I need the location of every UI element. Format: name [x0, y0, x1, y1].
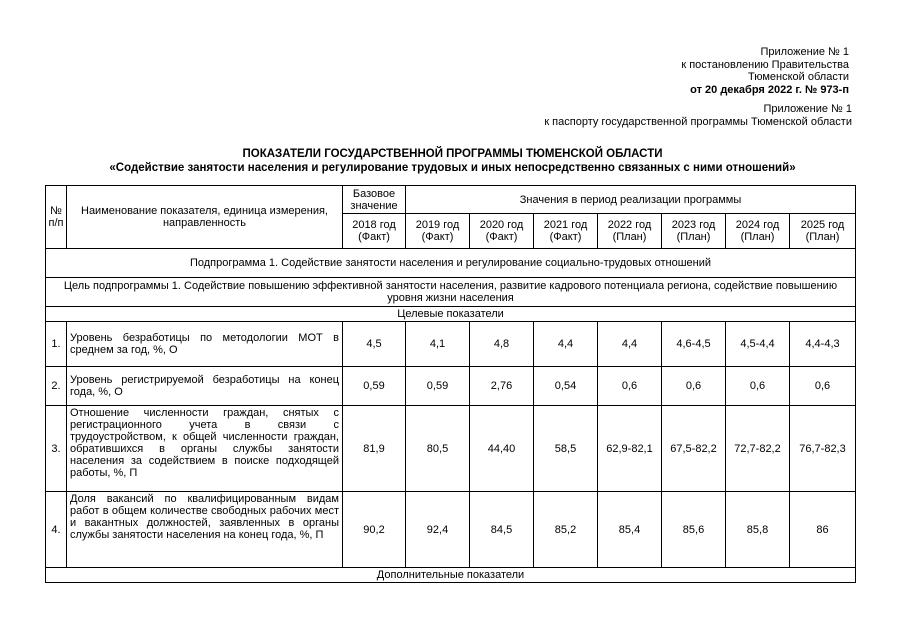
row-value: 85,2	[534, 492, 598, 568]
year-header: 2018 год (Факт)	[343, 214, 406, 249]
table-row	[46, 322, 856, 367]
row-value: 4,8	[470, 322, 534, 367]
subprogram-row: Подпрограмма 1. Содействие занятости населения и регулирование социально-трудовых отношений	[46, 249, 856, 278]
document-title	[0, 147, 905, 175]
row-value: 90,2	[343, 492, 406, 568]
row-name: Доля вакансий по квалифицированным видам работ в общем количестве свободных рабочих мест и вакантных должностей, заявленных в органы службы занятости населения на конец года, %, П	[67, 492, 343, 568]
row-value: 0,59	[406, 367, 470, 406]
row-value: 85,8	[726, 492, 790, 568]
row-num: 4.	[46, 492, 67, 568]
table-row	[46, 367, 856, 406]
row-name: Отношение численности граждан, снятых с регистрационного учета в связи с трудоустройством, к общей численности граждан, обратившихся в органы службы занятости населения за содействием в поиске подходящей работы, %, П	[67, 406, 343, 492]
row-value: 76,7-82,3	[790, 406, 856, 492]
appendix-line: Тюменской области	[747, 71, 849, 83]
row-value: 4,5	[343, 322, 406, 367]
year-header: 2022 год (План)	[598, 214, 662, 249]
row-value: 58,5	[534, 406, 598, 492]
year-header: 2020 год (Факт)	[470, 214, 534, 249]
passport-line: к паспорту государственной программы Тюменской области	[544, 115, 852, 128]
row-value: 67,5-82,2	[662, 406, 726, 492]
row-value: 0,59	[343, 367, 406, 406]
row-value: 92,4	[406, 492, 470, 568]
header-num: № п/п	[46, 186, 67, 249]
title-line-1: ПОКАЗАТЕЛИ ГОСУДАРСТВЕННОЙ ПРОГРАММЫ ТЮМЕНСКОЙ ОБЛАСТИ	[242, 148, 663, 160]
appendix-header	[681, 46, 849, 96]
table-row	[46, 406, 856, 492]
row-value: 0,6	[662, 367, 726, 406]
row-value: 0,6	[726, 367, 790, 406]
row-value: 0,6	[598, 367, 662, 406]
row-value: 44,40	[470, 406, 534, 492]
row-num: 1.	[46, 322, 67, 367]
row-value: 72,7-82,2	[726, 406, 790, 492]
row-name: Уровень безработицы по методологии МОТ в среднем за год, %, О	[67, 322, 343, 367]
indicators-table	[45, 185, 856, 583]
row-num: 3.	[46, 406, 67, 492]
year-header: 2019 год (Факт)	[406, 214, 470, 249]
row-value: 2,76	[470, 367, 534, 406]
row-value: 81,9	[343, 406, 406, 492]
row-value: 85,6	[662, 492, 726, 568]
passport-line: Приложение № 1	[763, 103, 852, 115]
row-value: 4,4-4,3	[790, 322, 856, 367]
additional-indicators-heading: Дополнительные показатели	[46, 568, 856, 583]
row-value: 4,5-4,4	[726, 322, 790, 367]
year-header: 2024 год (План)	[726, 214, 790, 249]
appendix-line: Приложение № 1	[760, 46, 849, 58]
row-name: Уровень регистрируемой безработицы на конец года, %, О	[67, 367, 343, 406]
target-indicators-heading: Целевые показатели	[46, 307, 856, 322]
row-value: 62,9-82,1	[598, 406, 662, 492]
table-row	[46, 492, 856, 568]
header-period: Значения в период реализации программы	[406, 186, 856, 214]
appendix-line: к постановлению Правительства	[681, 58, 849, 71]
header-name: Наименование показателя, единица измерения, направленность	[67, 186, 343, 249]
decree-line: от 20 декабря 2022 г. № 973-п	[690, 83, 849, 96]
row-value: 4,1	[406, 322, 470, 367]
title-line-2: «Содействие занятости населения и регулирование трудовых и иных непосредственно связанных с ними отношений»	[109, 162, 796, 174]
row-value: 0,6	[790, 367, 856, 406]
row-value: 85,4	[598, 492, 662, 568]
row-value: 4,6-4,5	[662, 322, 726, 367]
row-value: 4,4	[534, 322, 598, 367]
goal-row: Цель подпрограммы 1. Содействие повышению эффективной занятости населения, развитие кадрового потенциала региона, содействие повышению уровня жизни населения	[46, 278, 856, 307]
header-base: Базовое значение	[343, 186, 406, 214]
row-num: 2.	[46, 367, 67, 406]
year-header: 2023 год (План)	[662, 214, 726, 249]
row-value: 84,5	[470, 492, 534, 568]
row-value: 80,5	[406, 406, 470, 492]
row-value: 4,4	[598, 322, 662, 367]
year-header: 2021 год (Факт)	[534, 214, 598, 249]
row-value: 0,54	[534, 367, 598, 406]
passport-header	[544, 103, 852, 128]
year-header: 2025 год (План)	[790, 214, 856, 249]
row-value: 86	[790, 492, 856, 568]
